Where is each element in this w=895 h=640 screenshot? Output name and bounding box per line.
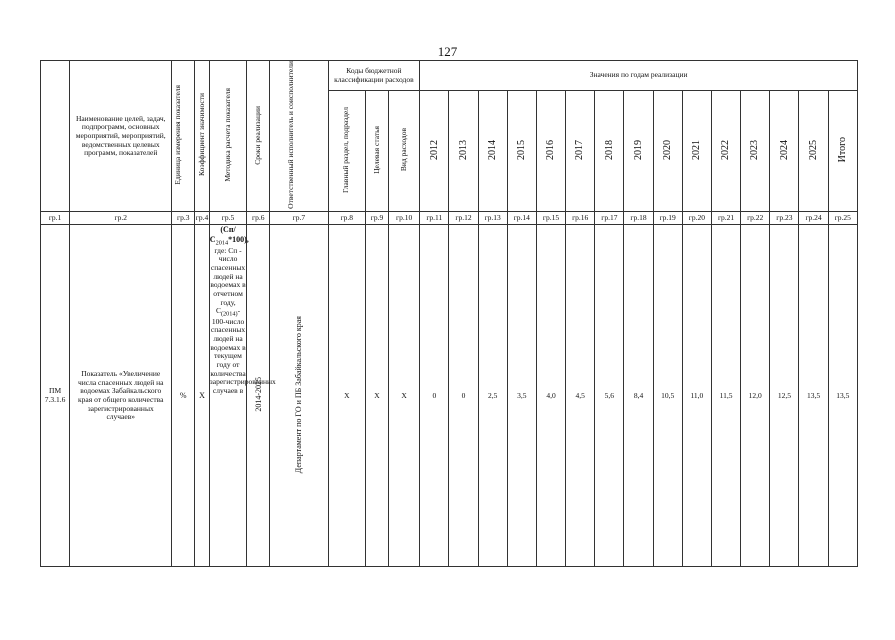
budget-article-value: X	[366, 225, 389, 567]
year-header: 2024	[778, 140, 790, 161]
method-text: где: Сп - число спасенных людей на водоемах в отчетном году, С	[210, 245, 246, 316]
total-value: 13,5	[828, 225, 857, 567]
group-label: гр.22	[741, 212, 770, 225]
header-method: Методика расчета показателя	[222, 88, 232, 182]
method-formula-end: *100),	[228, 235, 249, 245]
header-responsible: Ответственный исполнитель и соисполнители	[285, 61, 295, 209]
group-label: гр.5	[209, 212, 247, 225]
group-label: гр.8	[328, 212, 366, 225]
year-value: 0	[420, 225, 449, 567]
method-sub: (2014)	[220, 310, 238, 318]
group-label: гр.11	[420, 212, 449, 225]
year-header: 2015	[516, 140, 528, 161]
header-coef: Коэффициент значимости	[196, 93, 206, 177]
year-header: Итого	[837, 137, 849, 163]
indicator-row	[41, 225, 858, 567]
year-value: 2,5	[478, 225, 507, 567]
page-number: 127	[437, 44, 458, 59]
year-value: 5,6	[595, 225, 624, 567]
year-value: 8,4	[624, 225, 653, 567]
year-header: 2025	[807, 140, 819, 161]
year-value: 13,5	[799, 225, 828, 567]
indicator-name: Показатель «Увеличение числа спасенных людей на водоемах Забайкальского края от общего количества зарегистрированных случаев»	[70, 225, 172, 567]
group-label: гр.17	[595, 212, 624, 225]
group-label: гр.14	[507, 212, 536, 225]
year-header: 2014	[486, 140, 498, 161]
group-label: гр.24	[799, 212, 828, 225]
header-budget-type: Вид расходов	[398, 128, 408, 172]
group-label: гр.20	[682, 212, 711, 225]
year-header: 2013	[457, 140, 469, 161]
header-budget-codes: Коды бюджетной классификации расходов	[328, 61, 420, 91]
group-label: гр.23	[770, 212, 799, 225]
year-value: 12,0	[741, 225, 770, 567]
header-budget-article: Целевая статья	[371, 126, 381, 174]
year-header: 2021	[691, 140, 703, 161]
group-label: гр.1	[41, 212, 70, 225]
year-header: 2017	[574, 140, 586, 161]
group-label: гр.13	[478, 212, 507, 225]
year-value: 10,5	[653, 225, 682, 567]
group-label: гр.3	[172, 212, 195, 225]
year-header: 2023	[749, 140, 761, 161]
budget-section-value: X	[328, 225, 366, 567]
year-value: 4,5	[566, 225, 595, 567]
year-value: 0	[449, 225, 478, 567]
indicator-coefficient: X	[195, 225, 210, 567]
year-header: 2018	[603, 140, 615, 161]
indicator-table	[40, 60, 858, 567]
year-value: 11,5	[711, 225, 740, 567]
header-period: Сроки реализации	[252, 105, 262, 165]
year-value: 12,5	[770, 225, 799, 567]
group-label: гр.15	[536, 212, 565, 225]
group-label: гр.16	[566, 212, 595, 225]
year-header: 2012	[428, 140, 440, 161]
group-label: гр.6	[247, 212, 270, 225]
year-header: 2019	[632, 140, 644, 161]
header-unit: Единица измерения показателя	[173, 85, 183, 185]
year-value: 4,0	[536, 225, 565, 567]
year-header: 2020	[661, 140, 673, 161]
indicator-code: ПМ 7.3.1.6	[41, 225, 70, 567]
method-formula-sub: 2014	[215, 239, 229, 247]
group-label: гр.25	[828, 212, 857, 225]
year-value: 11,0	[682, 225, 711, 567]
header-budget-section: Главный раздел, подраздел	[341, 107, 351, 194]
budget-type-value: X	[388, 225, 419, 567]
header-name: Наименование целей, задач, подпрограмм, основных мероприятий, мероприятий, ведомственных целевых программ, показателей	[70, 61, 172, 212]
header-code	[41, 61, 70, 212]
group-label: гр.18	[624, 212, 653, 225]
group-label: гр.19	[653, 212, 682, 225]
year-header: 2016	[545, 140, 557, 161]
group-label: гр.21	[711, 212, 740, 225]
group-label: гр.4	[195, 212, 210, 225]
group-label: гр.2	[70, 212, 172, 225]
year-header: 2022	[720, 140, 732, 161]
method-text-cont: - 100-число спасенных людей на водоемах в текущем году от количества зарегистрированных случаев в	[209, 306, 276, 395]
indicator-period: 2014-2025	[253, 377, 263, 412]
header-values-by-year: Значения по годам реализации	[420, 61, 858, 91]
group-label: гр.7	[270, 212, 328, 225]
indicator-unit: %	[172, 225, 195, 567]
group-label: гр.10	[388, 212, 419, 225]
method-formula: (Сп/С	[209, 225, 236, 245]
group-label-row	[41, 212, 858, 225]
year-value: 3,5	[507, 225, 536, 567]
indicator-responsible: Департамент по ГО и ПБ Забайкальского края	[294, 316, 304, 474]
group-label: гр.12	[449, 212, 478, 225]
group-label: гр.9	[366, 212, 389, 225]
